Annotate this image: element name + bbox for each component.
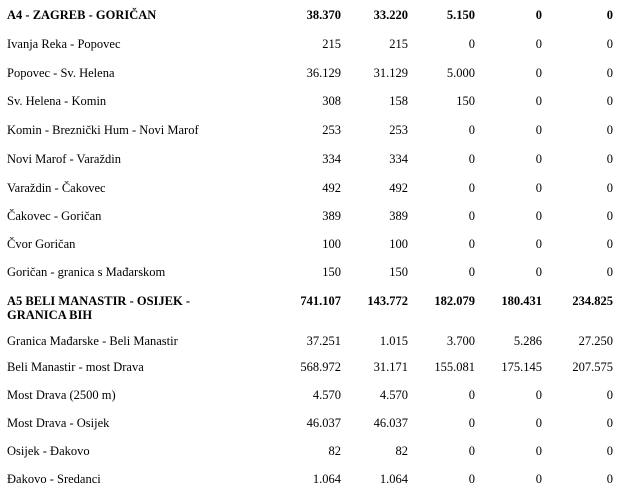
value-cell-col2: 1.064 bbox=[379, 472, 408, 486]
section-name bbox=[7, 294, 190, 322]
section-name: Čvor Goričan bbox=[7, 237, 76, 251]
value-cell-col1: 46.037 bbox=[306, 416, 341, 430]
value-cell-col3: 150 bbox=[456, 94, 475, 108]
section-name: Osijek - Đakovo bbox=[7, 444, 90, 458]
value-cell-col5: 0 bbox=[606, 237, 613, 251]
value-cell-col4: 5.286 bbox=[513, 334, 542, 348]
value-cell-col3: 0 bbox=[468, 209, 475, 223]
value-cell-col5: 0 bbox=[606, 416, 613, 430]
value-cell-col1: 741.107 bbox=[300, 294, 341, 308]
value-cell-col3: 182.079 bbox=[434, 294, 475, 308]
value-cell-col5: 0 bbox=[606, 388, 613, 402]
value-cell-col5: 0 bbox=[606, 444, 613, 458]
value-cell-col3: 0 bbox=[468, 265, 475, 279]
section-name: Novi Marof - Varaždin bbox=[7, 152, 121, 166]
value-cell-col3: 0 bbox=[468, 123, 475, 137]
value-cell-col1: 82 bbox=[328, 444, 341, 458]
value-cell-col3: 0 bbox=[468, 388, 475, 402]
value-cell-col3: 5.000 bbox=[446, 66, 475, 80]
value-cell-col2: 389 bbox=[389, 209, 408, 223]
value-cell-col1: 38.370 bbox=[306, 8, 341, 22]
section-name: Varaždin - Čakovec bbox=[7, 181, 106, 195]
section-name: Ivanja Reka - Popovec bbox=[7, 37, 121, 51]
value-cell-col4: 0 bbox=[535, 388, 542, 402]
value-cell-col5: 234.825 bbox=[572, 294, 613, 308]
value-cell-col2: 150 bbox=[389, 265, 408, 279]
value-cell-col3: 0 bbox=[468, 472, 475, 486]
section-name: Komin - Breznički Hum - Novi Marof bbox=[7, 123, 199, 137]
value-cell-col4: 0 bbox=[535, 37, 542, 51]
value-cell-col2: 158 bbox=[389, 94, 408, 108]
section-name: A4 - ZAGREB - GORIČAN bbox=[7, 8, 157, 22]
value-cell-col1: 253 bbox=[322, 123, 341, 137]
value-cell-col1: 4.570 bbox=[312, 388, 341, 402]
value-cell-col5: 0 bbox=[606, 152, 613, 166]
value-cell-col2: 46.037 bbox=[373, 416, 408, 430]
value-cell-col3: 5.150 bbox=[446, 8, 475, 22]
value-cell-col1: 1.064 bbox=[312, 472, 341, 486]
section-name: Čakovec - Goričan bbox=[7, 209, 102, 223]
value-cell-col2: 82 bbox=[395, 444, 408, 458]
value-cell-col4: 0 bbox=[535, 472, 542, 486]
section-name: Goričan - granica s Mađarskom bbox=[7, 265, 166, 279]
value-cell-col1: 150 bbox=[322, 265, 341, 279]
value-cell-col3: 155.081 bbox=[434, 360, 475, 374]
value-cell-col2: 31.129 bbox=[373, 66, 408, 80]
value-cell-col1: 215 bbox=[322, 37, 341, 51]
value-cell-col5: 0 bbox=[606, 265, 613, 279]
value-cell-col5: 0 bbox=[606, 181, 613, 195]
value-cell-col2: 31.171 bbox=[373, 360, 408, 374]
value-cell-col5: 0 bbox=[606, 472, 613, 486]
value-cell-col2: 253 bbox=[389, 123, 408, 137]
value-cell-col3: 0 bbox=[468, 444, 475, 458]
value-cell-col3: 0 bbox=[468, 181, 475, 195]
value-cell-col2: 100 bbox=[389, 237, 408, 251]
section-name: Most Drava - Osijek bbox=[7, 416, 110, 430]
value-cell-col4: 0 bbox=[535, 209, 542, 223]
section-name: Popovec - Sv. Helena bbox=[7, 66, 115, 80]
value-cell-col2: 33.220 bbox=[373, 8, 408, 22]
value-cell-col4: 0 bbox=[535, 416, 542, 430]
value-cell-col5: 0 bbox=[606, 209, 613, 223]
value-cell-col2: 4.570 bbox=[379, 388, 408, 402]
value-cell-col3: 0 bbox=[468, 416, 475, 430]
value-cell-col4: 0 bbox=[535, 123, 542, 137]
value-cell-col4: 175.145 bbox=[501, 360, 542, 374]
value-cell-col5: 27.250 bbox=[578, 334, 613, 348]
value-cell-col4: 0 bbox=[535, 444, 542, 458]
value-cell-col5: 0 bbox=[606, 66, 613, 80]
value-cell-col5: 0 bbox=[606, 94, 613, 108]
value-cell-col4: 0 bbox=[535, 94, 542, 108]
value-cell-col5: 0 bbox=[606, 8, 613, 22]
value-cell-col5: 207.575 bbox=[572, 360, 613, 374]
value-cell-col2: 492 bbox=[389, 181, 408, 195]
value-cell-col1: 37.251 bbox=[306, 334, 341, 348]
value-cell-col3: 3.700 bbox=[446, 334, 475, 348]
value-cell-col1: 36.129 bbox=[306, 66, 341, 80]
value-cell-col4: 0 bbox=[535, 237, 542, 251]
value-cell-col2: 143.772 bbox=[367, 294, 408, 308]
value-cell-col2: 1.015 bbox=[379, 334, 408, 348]
section-name: Đakovo - Sredanci bbox=[7, 472, 101, 486]
value-cell-col1: 100 bbox=[322, 237, 341, 251]
value-cell-col3: 0 bbox=[468, 37, 475, 51]
value-cell-col1: 568.972 bbox=[300, 360, 341, 374]
value-cell-col5: 0 bbox=[606, 123, 613, 137]
value-cell-col3: 0 bbox=[468, 237, 475, 251]
section-name-line: A5 BELI MANASTIR - OSIJEK - bbox=[7, 294, 191, 308]
section-name: Beli Manastir - most Drava bbox=[7, 360, 144, 374]
value-cell-col4: 0 bbox=[535, 8, 542, 22]
value-cell-col4: 0 bbox=[535, 265, 542, 279]
section-name-line: GRANICA BIH bbox=[7, 308, 93, 322]
value-cell-col1: 492 bbox=[322, 181, 341, 195]
value-cell-col4: 180.431 bbox=[501, 294, 542, 308]
value-cell-col1: 334 bbox=[322, 152, 341, 166]
value-cell-col4: 0 bbox=[535, 66, 542, 80]
value-cell-col2: 215 bbox=[389, 37, 408, 51]
value-cell-col1: 389 bbox=[322, 209, 341, 223]
section-name: Granica Mađarske - Beli Manastir bbox=[7, 334, 178, 348]
value-cell-col4: 0 bbox=[535, 152, 542, 166]
section-name: Sv. Helena - Komin bbox=[7, 94, 107, 108]
value-cell-col3: 0 bbox=[468, 152, 475, 166]
value-cell-col5: 0 bbox=[606, 37, 613, 51]
value-cell-col1: 308 bbox=[322, 94, 341, 108]
value-cell-col4: 0 bbox=[535, 181, 542, 195]
value-cell-col2: 334 bbox=[389, 152, 408, 166]
section-name: Most Drava (2500 m) bbox=[7, 388, 116, 402]
